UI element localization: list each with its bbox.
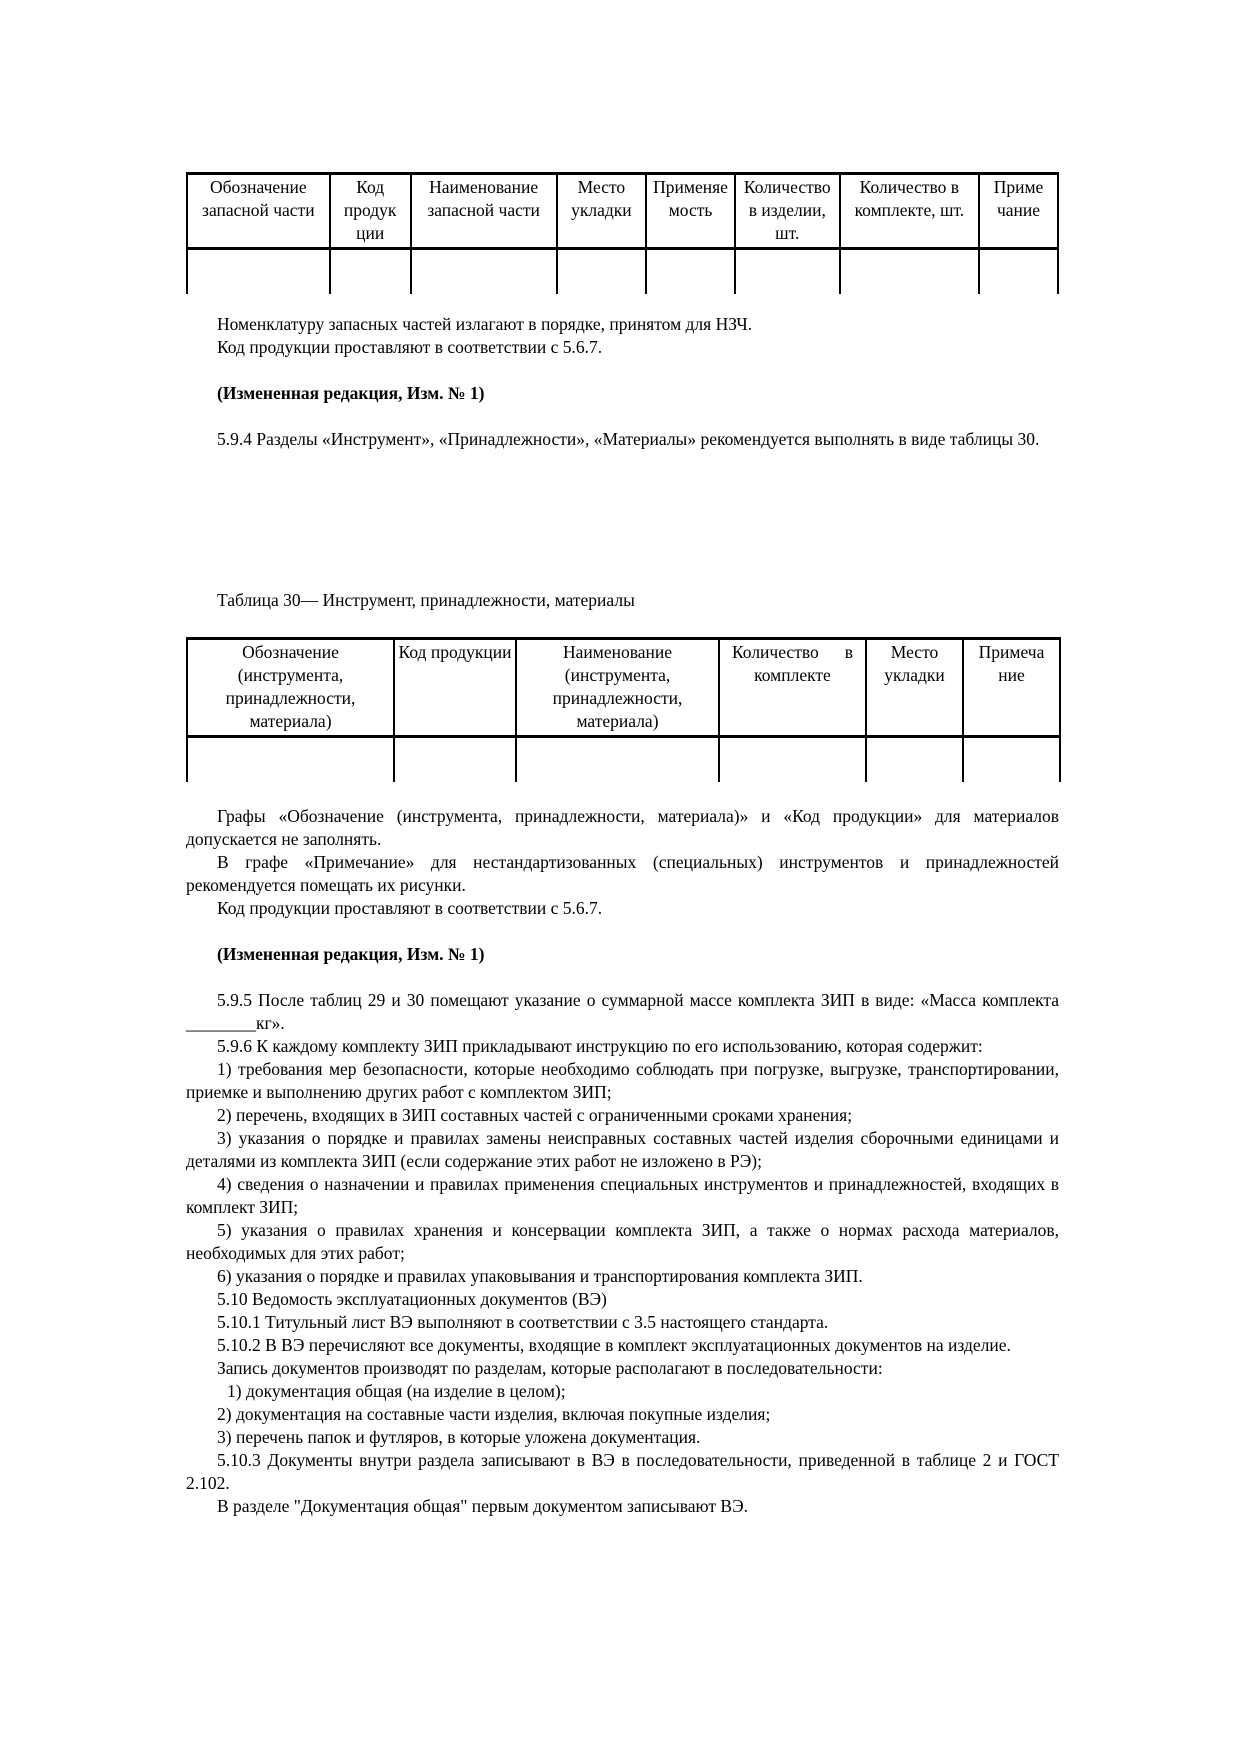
col-header-note: Примеча ние xyxy=(963,639,1060,737)
paragraph-5-9-4: 5.9.4 Разделы «Инструмент», «Принадлежности», «Материалы» рекомендуется выполнять в виде таблицы 30. xyxy=(217,429,1040,449)
paragraph-5-10-1: 5.10.1 Титульный лист ВЭ выполняют в соответствии с 3.5 настоящего стандарта. xyxy=(217,1312,829,1332)
text-after-table-30 xyxy=(186,805,1059,1518)
table-cell xyxy=(187,249,330,295)
tools-accessories-table xyxy=(186,637,1061,782)
col-header-qty-in-kit: Количество в комплекте, шт. xyxy=(840,174,979,249)
table-30-caption: Таблица 30— Инструмент, принадлежности, материалы xyxy=(217,590,635,610)
spacer xyxy=(186,359,1059,382)
col-header-product-code: Код продукции xyxy=(394,639,516,737)
list-item: 2) документация на составные части изделия, включая покупные изделия; xyxy=(217,1404,771,1424)
table-header-row xyxy=(187,639,1060,737)
table-cell xyxy=(866,737,963,783)
table-header-row xyxy=(187,174,1058,249)
table-row xyxy=(187,737,1060,783)
paragraph: Номенклатуру запасных частей излагают в порядке, принятом для НЗЧ. xyxy=(217,314,753,334)
amendment-note: (Измененная редакция, Изм. № 1) xyxy=(217,383,485,403)
col-header-name: Наименование (инструмента, принадлежности, материала) xyxy=(516,639,719,737)
table-cell xyxy=(719,737,866,783)
col-header-designation: Обозначение (инструмента, принадлежности, материала) xyxy=(187,639,394,737)
text-after-table-29 xyxy=(186,313,1059,451)
col-header-name: Наименование запасной части xyxy=(411,174,557,249)
paragraph: В графе «Примечание» для нестандартизованных (специальных) инструментов и принадлежностей рекомендуется помещать их рисунки. xyxy=(186,852,1059,895)
spacer xyxy=(186,405,1059,428)
list-item: 3) указания о порядке и правилах замены неисправных составных частей изделия сборочными единицами и деталями из комплекта ЗИП (если содержание этих работ не изложено в РЭ); xyxy=(186,1128,1059,1171)
section-heading-5-10: 5.10 Ведомость эксплуатационных документов (ВЭ) xyxy=(217,1289,607,1309)
paragraph-5-10-3: 5.10.3 Документы внутри раздела записывают в ВЭ в последовательности, приведенной в таблице 2 и ГОСТ 2.102. xyxy=(186,1450,1059,1493)
col-header-product-code: Код продук ции xyxy=(330,174,411,249)
table-cell xyxy=(516,737,719,783)
col-header-qty-in-kit: Количество в комплекте xyxy=(719,639,866,737)
paragraph: Запись документов производят по разделам, которые располагают в последовательности: xyxy=(217,1358,883,1378)
table-cell xyxy=(394,737,516,783)
list-item: 1) требования мер безопасности, которые необходимо соблюдать при погрузке, выгрузке, транспортировании, приемке и выполнению других работ с комплектом ЗИП; xyxy=(186,1059,1059,1102)
paragraph: В разделе "Документация общая" первым документом записывают ВЭ. xyxy=(217,1496,749,1516)
col-header-qty-in-product: Количество в изделии, шт. xyxy=(735,174,840,249)
paragraph-5-9-5: 5.9.5 После таблиц 29 и 30 помещают указание о суммарной массе комплекта ЗИП в виде: «Масса комплекта ________кг». xyxy=(186,990,1059,1033)
spacer xyxy=(186,966,1059,989)
col-header-applicability: Применяе мость xyxy=(646,174,735,249)
list-item: 2) перечень, входящих в ЗИП составных частей с ограниченными сроками хранения; xyxy=(217,1105,853,1125)
table-cell xyxy=(187,737,394,783)
table-cell xyxy=(735,249,840,295)
spacer xyxy=(186,920,1059,943)
table-row xyxy=(187,249,1058,295)
list-item: 4) сведения о назначении и правилах применения специальных инструментов и принадлежностей, входящих в комплект ЗИП; xyxy=(186,1174,1059,1217)
table-cell xyxy=(963,737,1060,783)
list-item: 6) указания о порядке и правилах упаковывания и транспортирования комплекта ЗИП. xyxy=(217,1266,863,1286)
table-cell xyxy=(557,249,647,295)
paragraph: Графы «Обозначение (инструмента, принадлежности, материала)» и «Код продукции» для материалов допускается не заполнять. xyxy=(186,806,1059,849)
list-item: 5) указания о правилах хранения и консервации комплекта ЗИП, а также о нормах расхода материалов, необходимых для этих работ; xyxy=(186,1220,1059,1263)
paragraph: Код продукции проставляют в соответствии с 5.6.7. xyxy=(217,337,603,357)
col-header-designation: Обозначение запасной части xyxy=(187,174,330,249)
spare-parts-table xyxy=(186,172,1059,294)
list-item: 1) документация общая (на изделие в целом); xyxy=(227,1381,566,1401)
col-header-note: Приме чание xyxy=(979,174,1058,249)
col-header-location: Место укладки xyxy=(866,639,963,737)
table-cell xyxy=(840,249,979,295)
table-cell xyxy=(979,249,1058,295)
amendment-note: (Измененная редакция, Изм. № 1) xyxy=(217,944,485,964)
table-cell xyxy=(330,249,411,295)
table-cell xyxy=(646,249,735,295)
paragraph-5-10-2: 5.10.2 В ВЭ перечисляют все документы, входящие в комплект эксплуатационных документов на изделие. xyxy=(217,1335,1011,1355)
paragraph: Код продукции проставляют в соответствии с 5.6.7. xyxy=(217,898,603,918)
table-cell xyxy=(411,249,557,295)
paragraph-5-9-6: 5.9.6 К каждому комплекту ЗИП прикладывают инструкцию по его использованию, которая содержит: xyxy=(217,1036,983,1056)
list-item: 3) перечень папок и футляров, в которые уложена документация. xyxy=(217,1427,701,1447)
col-header-location: Место укладки xyxy=(557,174,647,249)
